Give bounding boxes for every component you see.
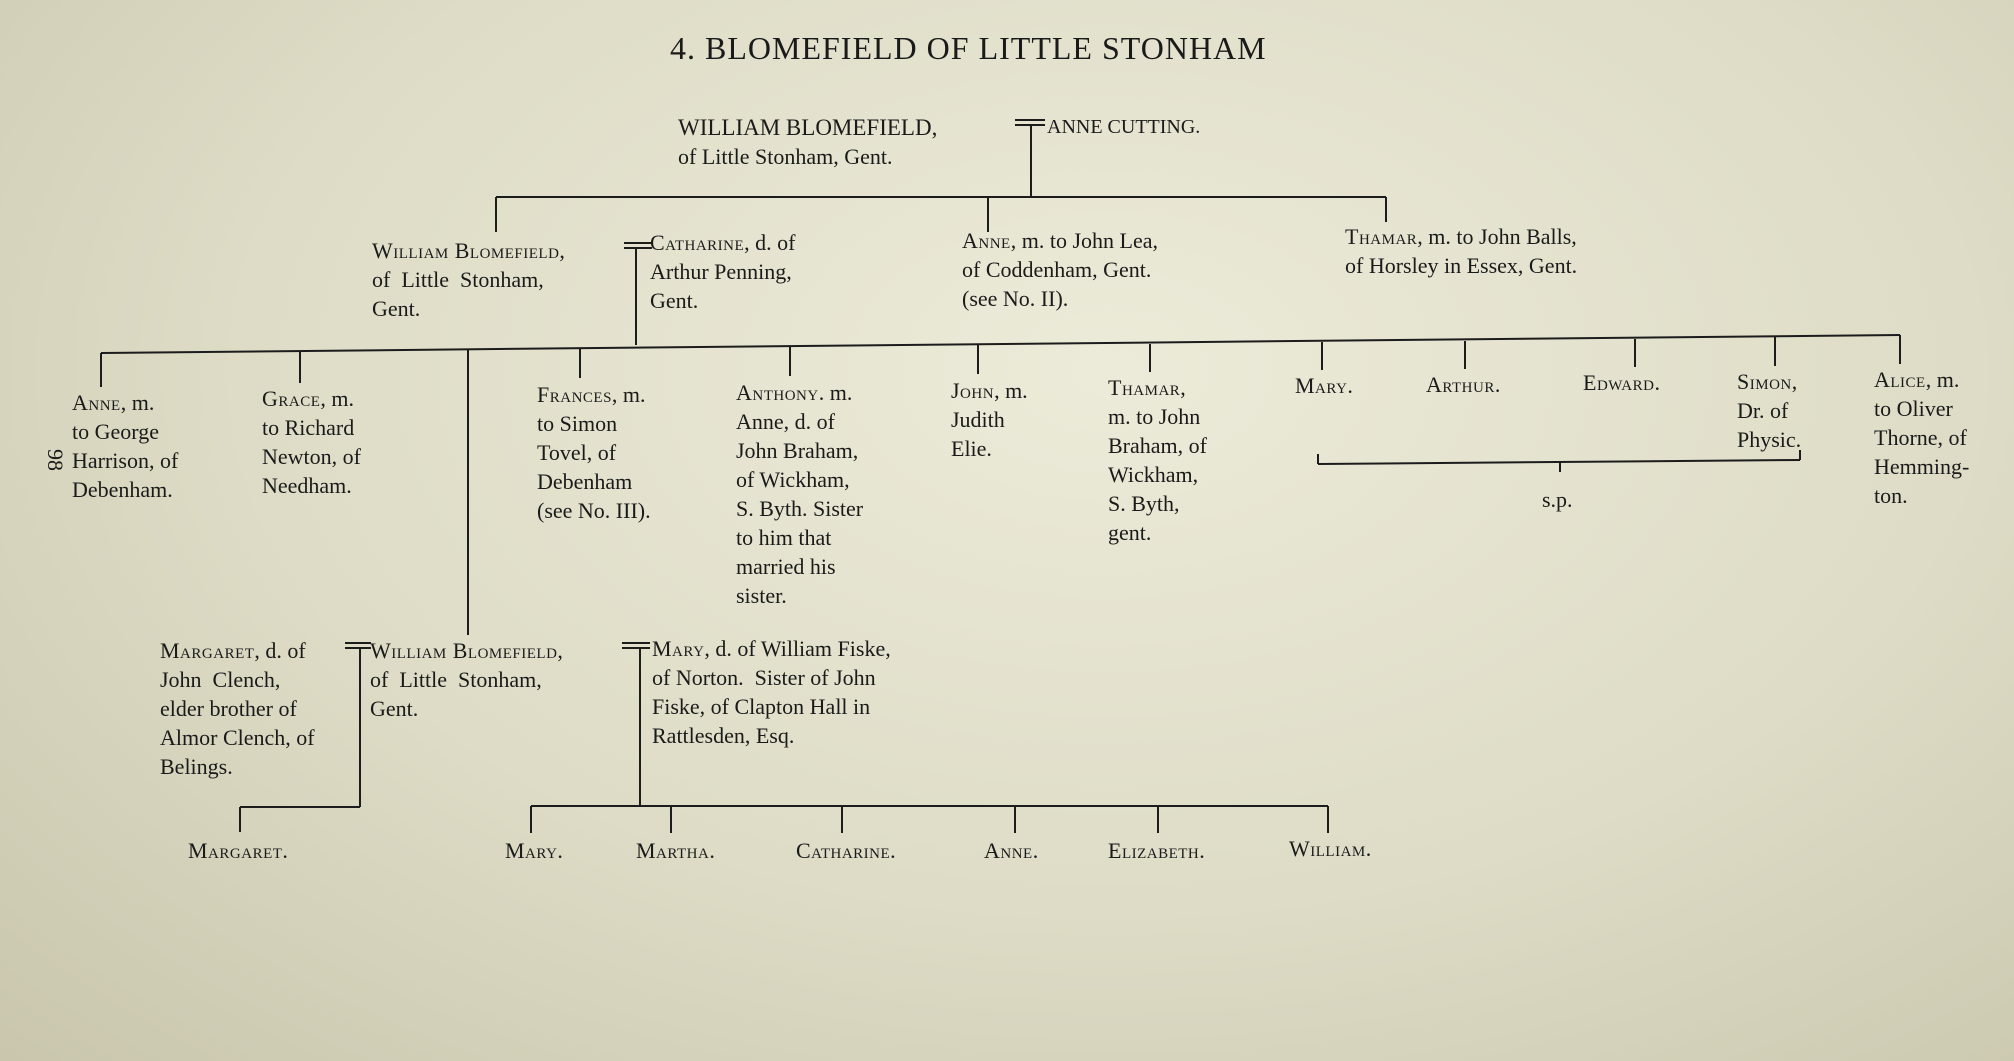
- gen3-simon-detail: , Dr. of Physic.: [1737, 369, 1802, 452]
- gen5-mary: Mary.: [505, 838, 564, 863]
- gen5-william: William.: [1289, 836, 1372, 861]
- gen3-frances-name: Frances: [537, 382, 612, 407]
- gen3-grace: [262, 384, 361, 500]
- gen3-edward-name: Edward: [1583, 370, 1655, 395]
- gen3-john: [951, 376, 1028, 463]
- gen3-anthony-name: Anthony: [736, 380, 819, 405]
- gen3-simon-name: Simon: [1737, 369, 1792, 394]
- gen3-edward-detail: .: [1654, 370, 1660, 395]
- gen3-grace-name: Grace: [262, 386, 321, 411]
- page-number: 98: [43, 449, 68, 471]
- gen2-anne: [962, 226, 1158, 313]
- gen3-anne: [72, 388, 178, 504]
- gen3-alice-name: Alice: [1874, 367, 1926, 392]
- gen2-catharine-name: Catharine: [650, 230, 745, 255]
- gen2-william: [372, 236, 565, 323]
- gen2-catharine-detail: , d. of Arthur Penning, Gent.: [650, 230, 796, 313]
- gen3-arthur: [1426, 370, 1500, 399]
- gen2-william-detail: of Little Stonham, Gent.: [372, 267, 544, 321]
- gen5-margaret: Margaret.: [188, 838, 289, 863]
- gen1-husband-detail: of Little Stonham, Gent.: [678, 144, 893, 169]
- gen3-alice: [1874, 365, 1969, 510]
- gen2-thamar-detail: , m. to John Balls, of Horsley in Essex, Gent.: [1345, 224, 1578, 278]
- sp-label: s.p.: [1542, 487, 1573, 512]
- gen2-william-name: William Blomefield,: [372, 238, 566, 263]
- gen3-john-name: John: [951, 378, 995, 403]
- gen3-thamar-detail: , m. to John Braham, of Wickham, S. Byth, gent.: [1108, 375, 1207, 545]
- gen4-mary-wife: [652, 634, 891, 750]
- gen4-margaret-wife: [160, 636, 315, 781]
- sibling-bar-2: [101, 335, 1900, 353]
- gen3-anthony: [736, 378, 863, 610]
- gen3-edward: [1583, 368, 1660, 397]
- gen4-william-detail: of Little Stonham, Gent.: [370, 667, 542, 721]
- gen3-alice-detail: , m. to Oliver Thorne, of Hemming- ton.: [1874, 367, 1970, 508]
- gen1-wife-name: ANNE CUTTING.: [1047, 116, 1201, 138]
- gen3-anthony-detail: . m. Anne, d. of John Braham, of Wickham, S. Byth. Sister to him that married his sister.: [736, 380, 864, 608]
- gen3-arthur-detail: .: [1494, 372, 1501, 397]
- gen2-thamar: [1345, 222, 1577, 280]
- gen4-margaret-wife-detail: , d. of John Clench, elder brother of Almor Clench, of Belings.: [160, 638, 315, 779]
- gen3-mary-name: Mary: [1295, 373, 1348, 398]
- gen2-catharine: [650, 228, 796, 315]
- gen3-grace-detail: , m. to Richard Newton, of Needham.: [262, 386, 361, 498]
- gen4-william-name: William Blomefield,: [370, 638, 564, 663]
- gen3-arthur-name: Arthur: [1426, 372, 1495, 397]
- gen3-frances-detail: , m. to Simon Tovel, of Debenham (see No. III).: [537, 382, 651, 523]
- gen3-anne-detail: , m. to George Harrison, of Debenham.: [72, 390, 179, 502]
- gen3-thamar: [1108, 373, 1207, 547]
- gen2-anne-detail: , m. to John Lea, of Coddenham, Gent. (see No. II).: [962, 228, 1158, 311]
- gen1-husband-name: WILLIAM BLOMEFIELD,: [678, 115, 938, 140]
- gen3-simon: [1737, 367, 1801, 454]
- gen2-thamar-name: Thamar: [1345, 224, 1418, 249]
- gen3-thamar-name: Thamar: [1108, 375, 1181, 400]
- gen5-anne: Anne.: [984, 838, 1039, 863]
- page-title: 4. BLOMEFIELD OF LITTLE STONHAM: [670, 30, 1267, 66]
- gen5-martha: Martha.: [636, 838, 716, 863]
- gen3-john-detail: , m. Judith Elie.: [951, 378, 1028, 461]
- gen3-mary-detail: .: [1347, 373, 1353, 398]
- gen3-frances: [537, 380, 651, 525]
- gen4-mary-wife-detail: , d. of William Fiske, of Norton. Sister of John Fiske, of Clapton Hall in Rattlesden, Esq.: [652, 636, 891, 748]
- gen3-anne-name: Anne: [72, 390, 121, 415]
- gen3-mary: [1295, 371, 1353, 400]
- gen5-elizabeth: Elizabeth.: [1108, 838, 1206, 863]
- gen5-catharine: Catharine.: [796, 838, 897, 863]
- gen2-anne-name: Anne: [962, 228, 1011, 253]
- gen4-william: [370, 636, 563, 723]
- gen4-mary-wife-name: Mary: [652, 636, 705, 661]
- gen4-margaret-wife-name: Margaret: [160, 638, 255, 663]
